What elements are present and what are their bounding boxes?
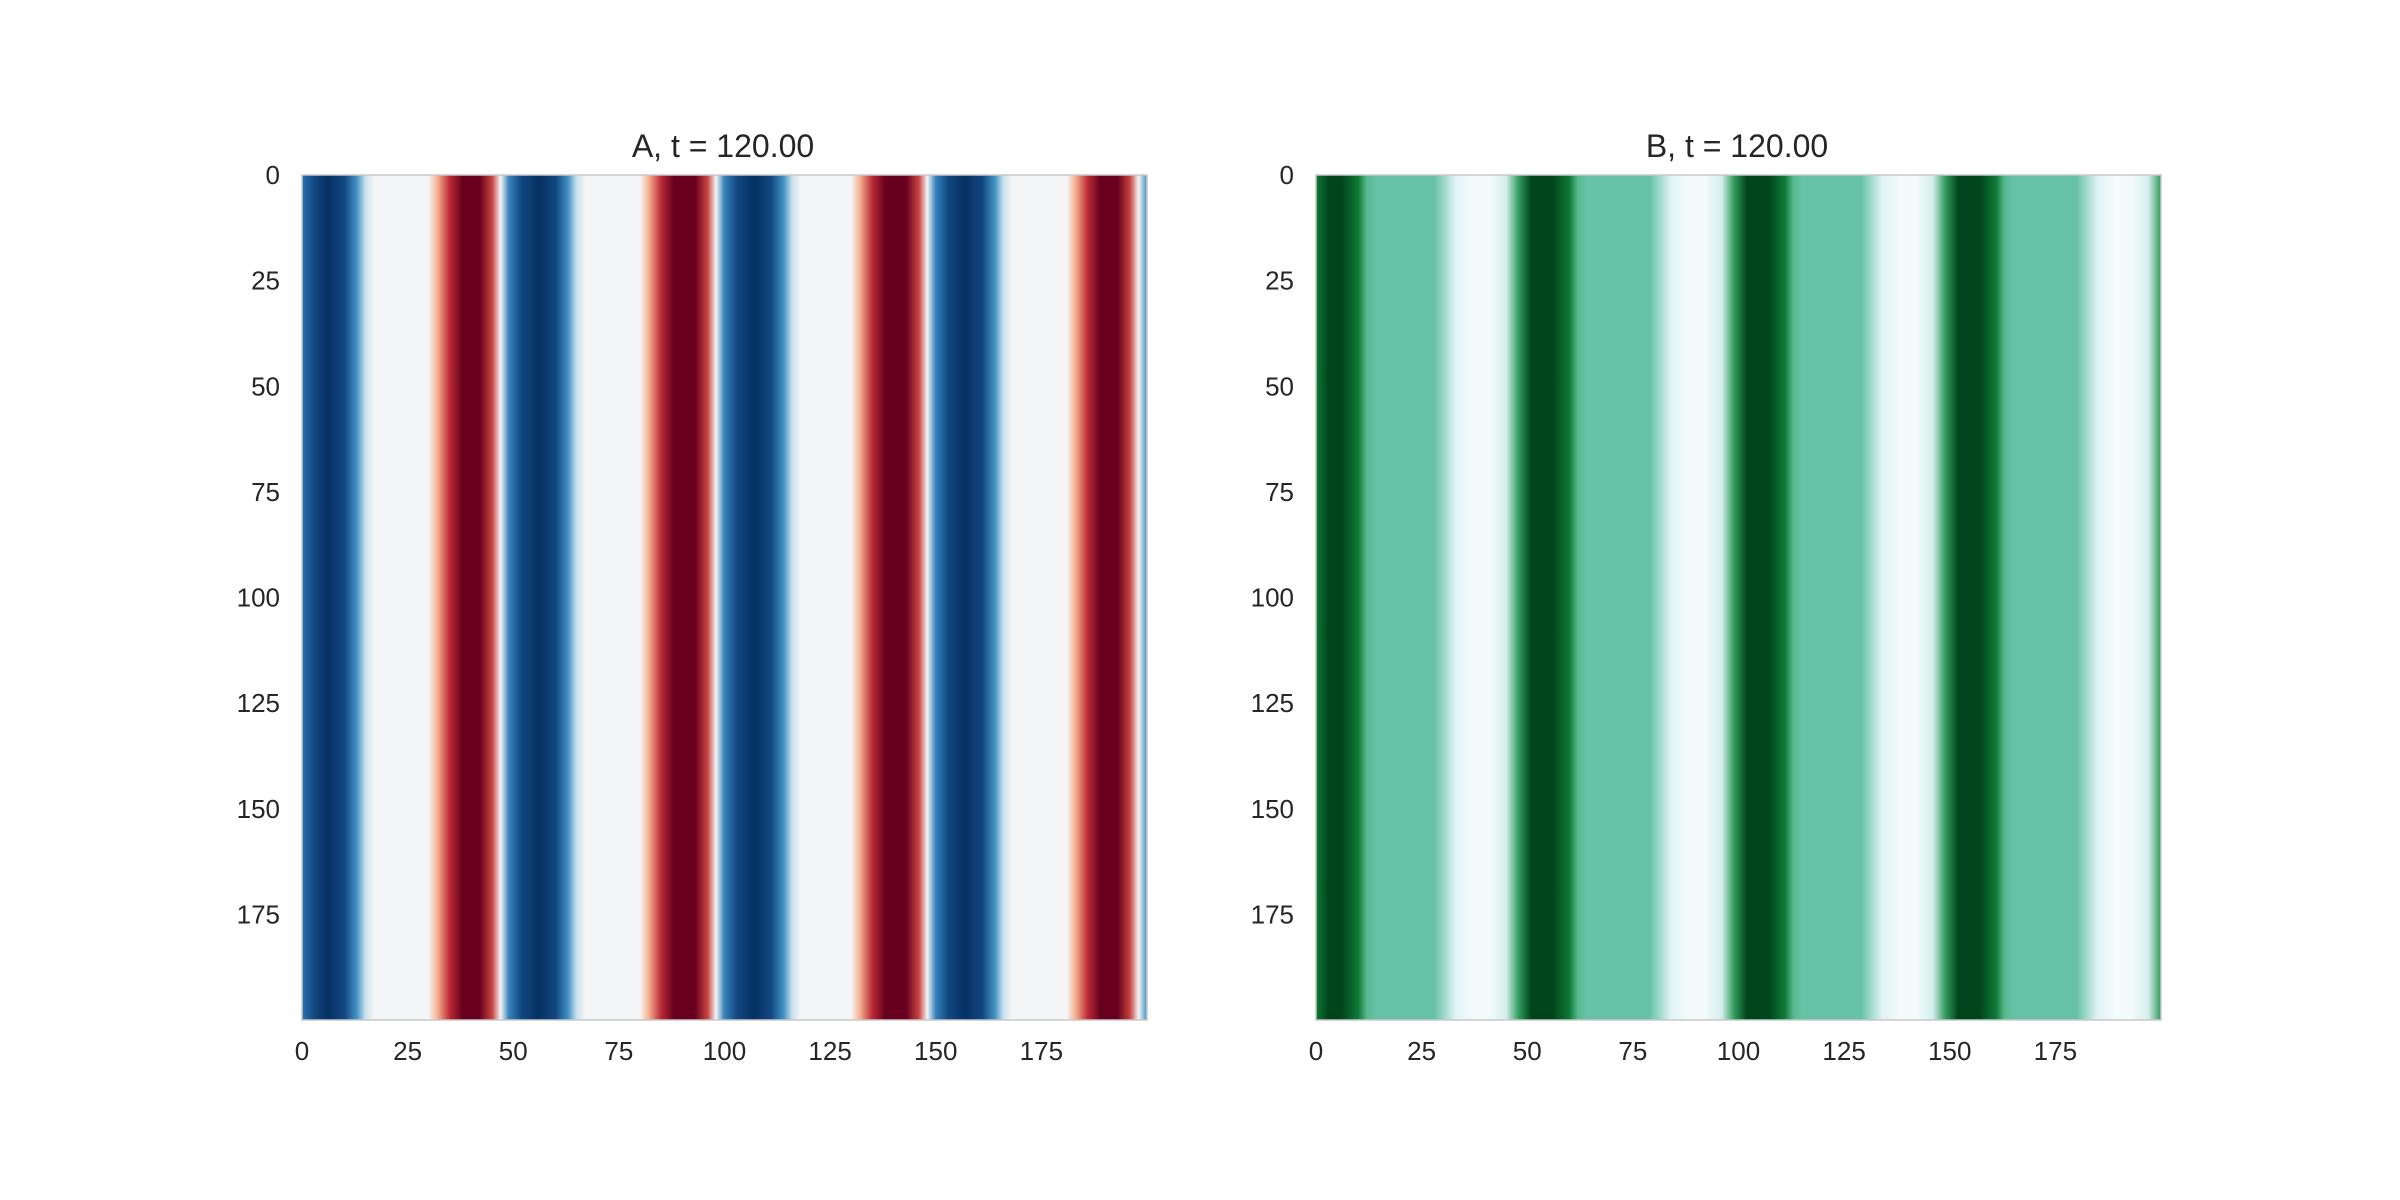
panel-b-y-ticks	[1251, 160, 1294, 929]
x-tick-label: 50	[498, 1036, 528, 1066]
y-tick-label: 0	[1279, 160, 1294, 190]
y-tick-label: 100	[1250, 582, 1294, 613]
y-tick-label: 175	[1250, 899, 1294, 930]
panel-b-x-ticks	[1309, 1036, 2077, 1066]
y-tick-label: 75	[1265, 476, 1294, 507]
panel-b-title: B, t = 120.00	[1645, 128, 1829, 164]
panel-a	[237, 128, 1147, 1066]
panel-b-heatmap	[1316, 175, 2161, 1020]
y-tick-label: 175	[236, 899, 280, 930]
panel-b	[1251, 128, 2161, 1066]
x-tick-label: 125	[1822, 1036, 1866, 1066]
y-tick-label: 0	[265, 160, 280, 190]
x-tick-label: 100	[1716, 1036, 1761, 1066]
x-tick-label: 25	[393, 1036, 423, 1066]
y-tick-label: 75	[251, 476, 280, 507]
x-tick-label: 125	[808, 1036, 852, 1066]
panel-a-y-ticks	[237, 160, 280, 929]
panel-a-title: A, t = 120.00	[631, 128, 815, 164]
x-tick-label: 175	[1019, 1036, 1064, 1066]
y-tick-label: 125	[236, 688, 280, 719]
y-tick-label: 25	[251, 265, 280, 296]
x-tick-label: 75	[1618, 1036, 1648, 1066]
y-tick-label: 25	[1265, 265, 1294, 296]
y-tick-label: 100	[236, 582, 280, 613]
x-tick-label: 50	[1512, 1036, 1542, 1066]
x-tick-label: 0	[294, 1036, 310, 1066]
x-tick-label: 175	[2033, 1036, 2078, 1066]
y-tick-label: 125	[1250, 688, 1294, 719]
panel-a-x-ticks	[295, 1036, 1063, 1066]
y-tick-label: 50	[251, 371, 280, 402]
panel-a-heatmap	[302, 175, 1147, 1020]
x-tick-label: 150	[914, 1036, 958, 1066]
y-tick-label: 150	[236, 793, 280, 824]
x-tick-label: 75	[604, 1036, 634, 1066]
y-tick-label: 50	[1265, 371, 1294, 402]
x-tick-label: 0	[1308, 1036, 1324, 1066]
x-tick-label: 100	[702, 1036, 747, 1066]
x-tick-label: 150	[1928, 1036, 1972, 1066]
y-tick-label: 150	[1250, 793, 1294, 824]
x-tick-label: 25	[1407, 1036, 1437, 1066]
